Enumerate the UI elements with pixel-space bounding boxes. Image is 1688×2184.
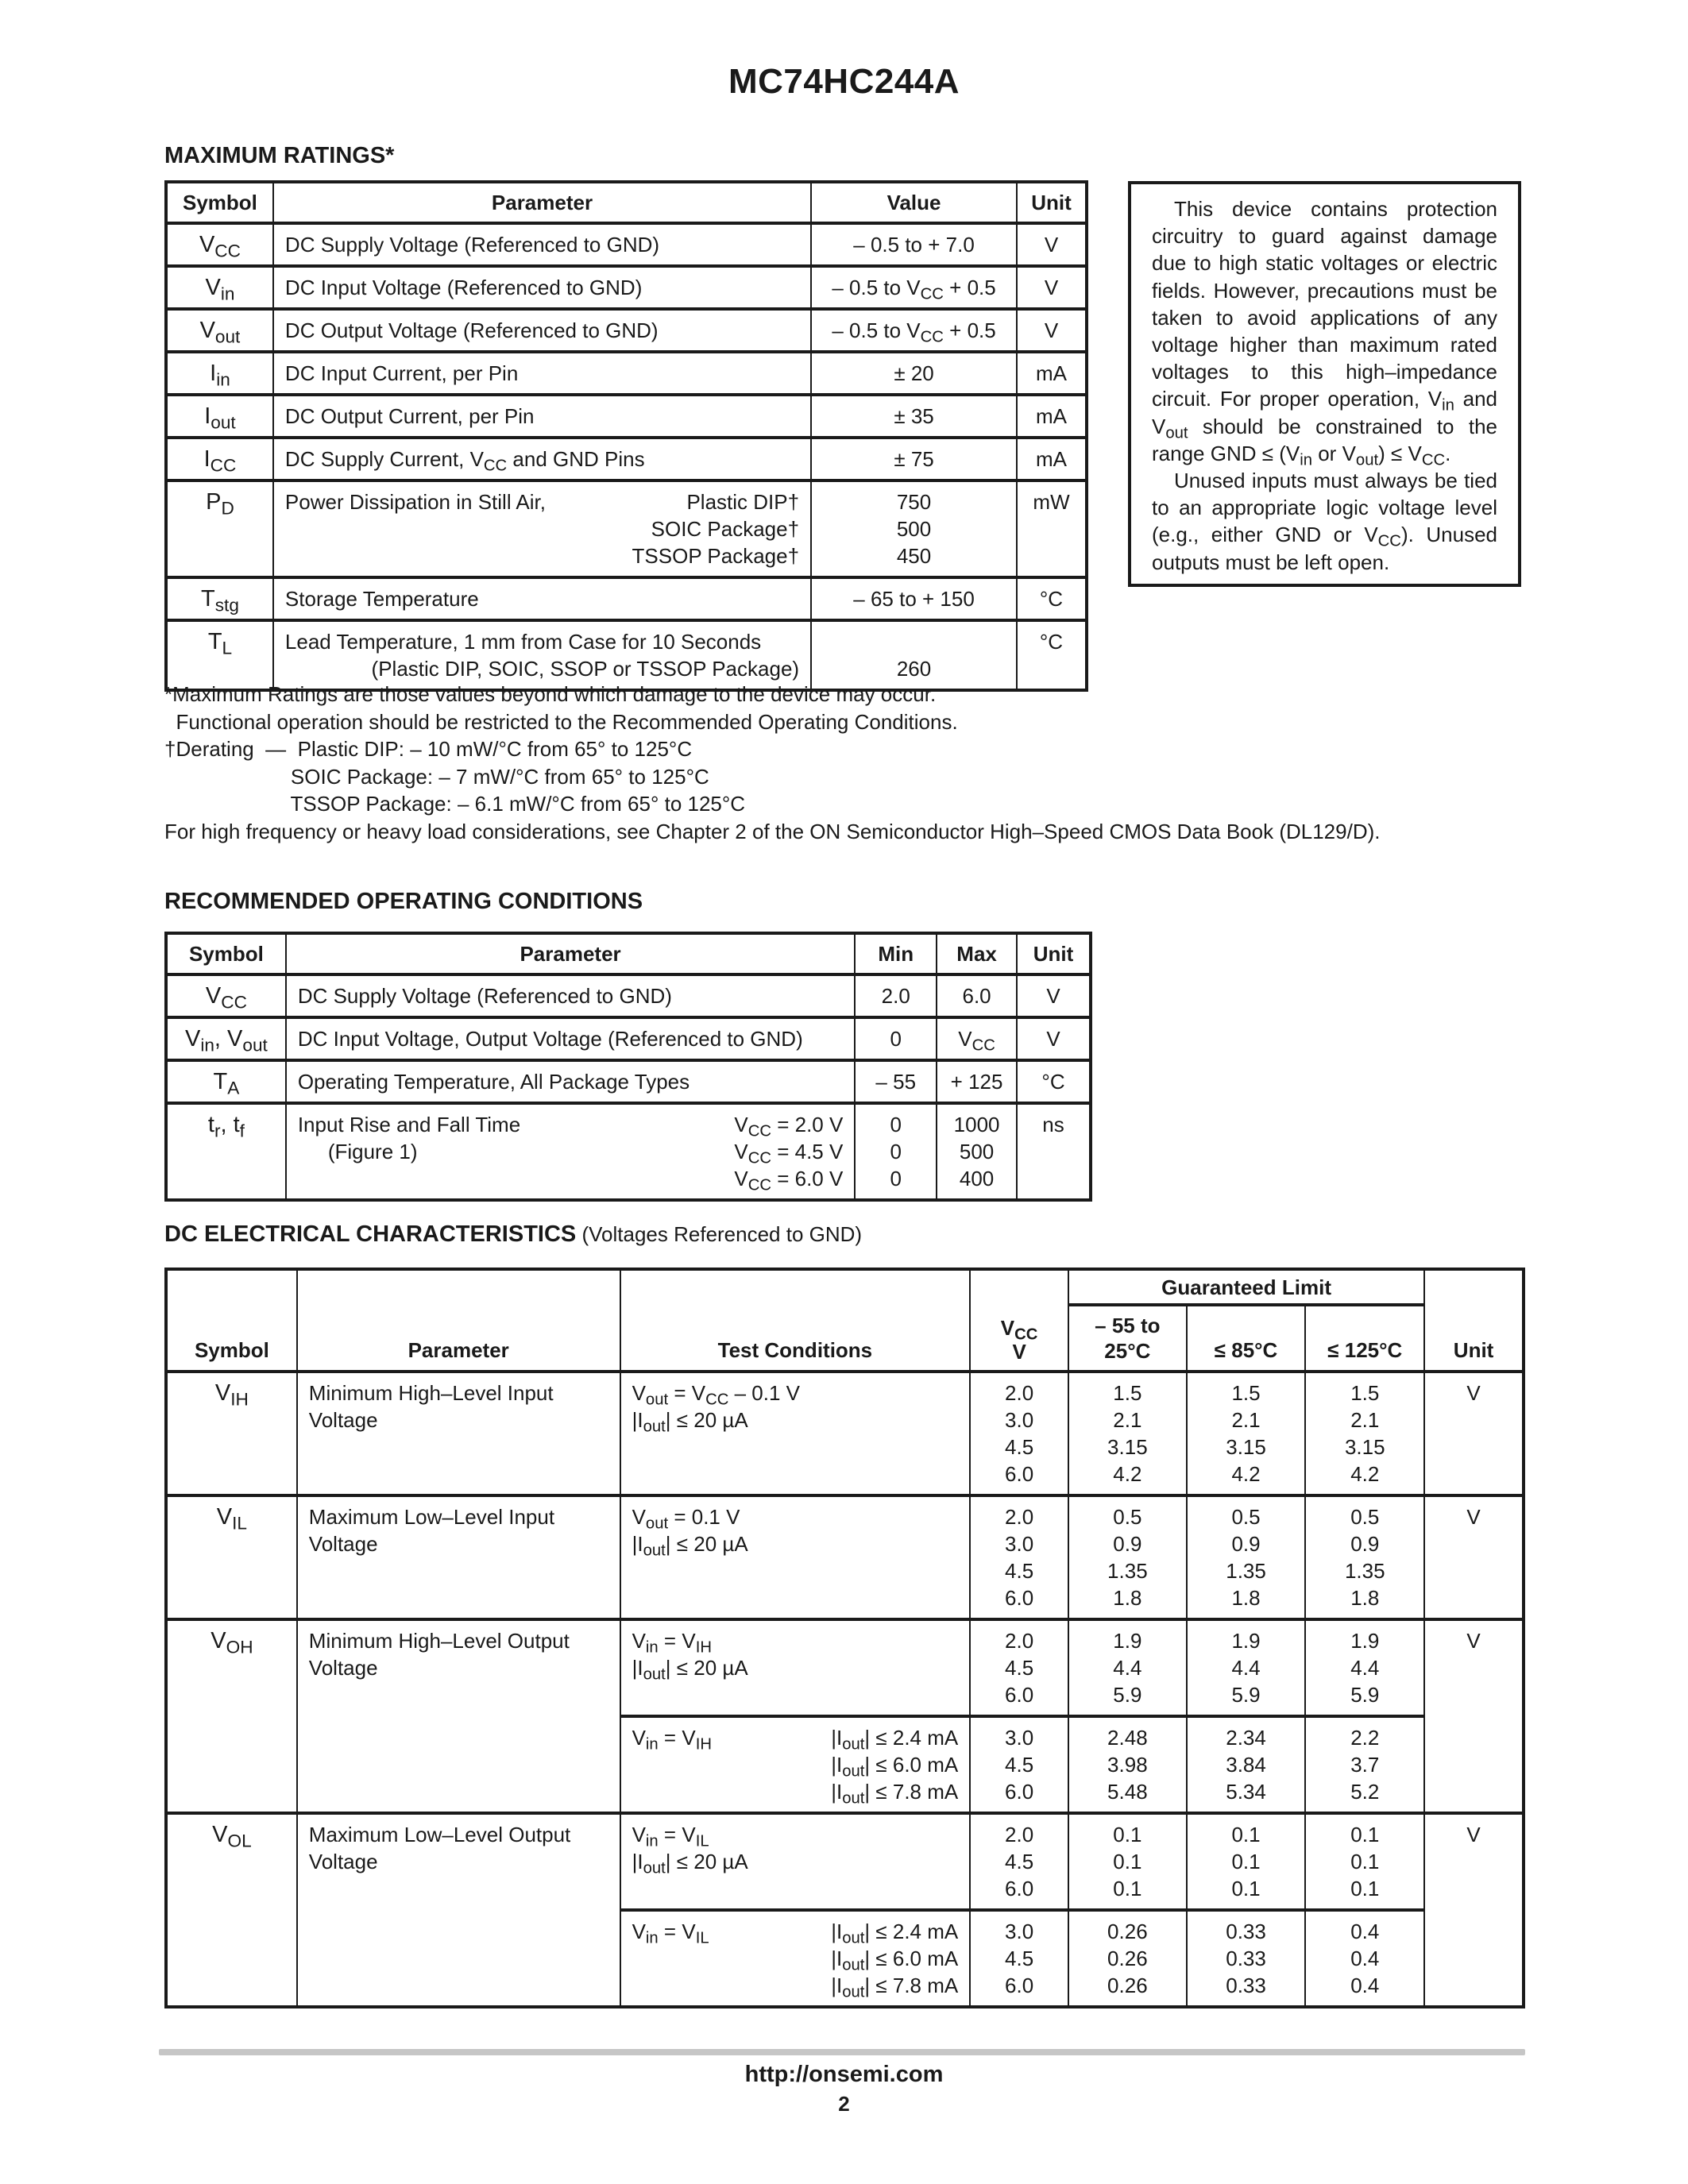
limit-25-cell: 0.5 0.9 1.35 1.8 — [1068, 1495, 1187, 1619]
unit-cell: mW — [1017, 480, 1087, 577]
unit-cell: °C — [1017, 1060, 1091, 1103]
limit-25-cell: 1.9 4.4 5.9 — [1068, 1619, 1187, 1716]
unit-cell: V — [1424, 1813, 1524, 2007]
max-cell: 1000 500 400 — [937, 1103, 1017, 1200]
limit-85-cell: 1.5 2.1 3.15 4.2 — [1187, 1372, 1306, 1495]
vcc-cell: 3.0 4.5 6.0 — [970, 1910, 1068, 2007]
symbol-cell: $V_{OL}$ — [166, 1813, 297, 2007]
limit-85-cell: 0.33 0.33 0.33 — [1187, 1910, 1306, 2007]
min-cell: 2.0 — [855, 974, 937, 1017]
unit-cell: V — [1424, 1372, 1524, 1495]
symbol-cell: $T_A$ — [166, 1060, 286, 1103]
limit-85-cell: 2.34 3.84 5.34 — [1187, 1716, 1306, 1813]
min-cell: – 55 — [855, 1060, 937, 1103]
symbol-cell: $T_L$ — [166, 620, 273, 690]
value-cell: – 0.5 to + 7.0 — [811, 223, 1017, 266]
vcc-cell: 2.0 3.0 4.5 6.0 — [970, 1372, 1068, 1495]
unit-cell: V — [1017, 223, 1087, 266]
symbol-cell: $V_{in}$ — [166, 266, 273, 309]
parameter-cell: Input Rise and Fall Time $V_{CC} = 2.0$ V (Figure 1) $V_{CC} = 4.5$ V $V_{CC} = 6.0$ V — [286, 1103, 856, 1200]
symbol-cell: $V_{CC}$ — [166, 974, 286, 1017]
test-conditions-cell: $V_{in} = V_{IH}$ $|I_{out}| \le 2.4$ mA $|I_{out}| \le 6.0$ mA $|I_{out}| \le 7.8$ mA — [620, 1716, 971, 1813]
unit-cell: mA — [1017, 395, 1087, 438]
unit-cell: °C — [1017, 577, 1087, 620]
table-row — [166, 620, 1087, 690]
unit-cell: ns — [1017, 1103, 1091, 1200]
parameter-cell: Minimum High–Level Output Voltage — [297, 1619, 620, 1813]
unit-cell: V — [1017, 1017, 1091, 1060]
vcc-cell: 2.0 4.5 6.0 — [970, 1813, 1068, 1910]
footer-url-link[interactable]: http://onsemi.com — [744, 2062, 944, 2087]
footnote-line: For high frequency or heavy load considerations, see Chapter 2 of the ON Semiconductor High–Speed CMOS Data Book (DL129/D). — [164, 819, 1381, 843]
note-paragraph-1: This device contains protection circuitry to guard against damage due to high static voltages or electric fields. However, precautions must be taken to avoid applications of any voltage higher than maximum rated voltages to this high–impedance circuit. For proper operation, $V_{in}$ and $V_{out}$ should be constrained to the range GND ≤ ($V_{in}$ or $V_{out}) \le V_{CC}$. — [1152, 197, 1498, 469]
parameter-cell: DC Input Voltage (Referenced to GND) — [273, 266, 811, 309]
symbol-cell: $V_{CC}$ — [166, 223, 273, 266]
table-row — [166, 1060, 1091, 1103]
parameter-cell: DC Output Current, per Pin — [273, 395, 811, 438]
table-row — [166, 1103, 1091, 1200]
parameter-cell: Maximum Low–Level Output Voltage — [297, 1813, 620, 2007]
table-row — [166, 266, 1087, 309]
col-header-temp-125: ≤ 125°C — [1305, 1305, 1424, 1372]
test-conditions-cell: $V_{out} = V_{CC} - 0.1$ V $|I_{out}| \le 20$ µA — [620, 1372, 971, 1495]
col-header-unit: Unit — [1017, 182, 1087, 223]
col-header-min: Min — [855, 933, 937, 974]
parameter-cell: Maximum Low–Level Input Voltage — [297, 1495, 620, 1619]
footnote-line: TSSOP Package: – 6.1 mW/°C from 65° to 125°C — [164, 792, 746, 816]
max-cell: $V_{CC}$ — [937, 1017, 1017, 1060]
symbol-cell: $T_{stg}$ — [166, 577, 273, 620]
parameter-cell: Storage Temperature — [273, 577, 811, 620]
col-header-temp-85: ≤ 85°C — [1187, 1305, 1306, 1372]
footnote-line: SOIC Package: – 7 mW/°C from 65° to 125°C — [164, 764, 709, 789]
table-row — [166, 1495, 1524, 1619]
col-header-vcc: $V_{CC}$ V — [970, 1269, 1068, 1372]
max-ratings-footnotes — [164, 681, 1380, 845]
test-conditions-cell: $V_{in} = V_{IL}$ $|I_{out}| \le 20$ µA — [620, 1813, 971, 1910]
footnote-line: *Maximum Ratings are those values beyond which damage to the device may occur. — [164, 682, 937, 706]
test-conditions-cell: $V_{in} = V_{IH}$ $|I_{out}| \le 20$ µA — [620, 1619, 971, 1716]
limit-85-cell: 1.9 4.4 5.9 — [1187, 1619, 1306, 1716]
col-header-temp-25: – 55 to 25°C — [1068, 1305, 1187, 1372]
table-row — [166, 223, 1087, 266]
max-ratings-table — [164, 180, 1088, 692]
symbol-cell: $t_r$, $t_f$ — [166, 1103, 286, 1200]
limit-125-cell: 1.9 4.4 5.9 — [1305, 1619, 1424, 1716]
table-row — [166, 438, 1087, 480]
table-row — [166, 1017, 1091, 1060]
parameter-cell: DC Supply Voltage (Referenced to GND) — [273, 223, 811, 266]
min-cell: 0 0 0 — [855, 1103, 937, 1200]
col-header-parameter: Parameter — [273, 182, 811, 223]
value-cell: ± 35 — [811, 395, 1017, 438]
limit-85-cell: 0.5 0.9 1.35 1.8 — [1187, 1495, 1306, 1619]
parameter-cell: Minimum High–Level Input Voltage — [297, 1372, 620, 1495]
table-row — [166, 577, 1087, 620]
table-row — [166, 309, 1087, 352]
parameter-cell: Operating Temperature, All Package Types — [286, 1060, 856, 1103]
table-row — [166, 1372, 1524, 1495]
symbol-cell: $P_D$ — [166, 480, 273, 577]
test-conditions-cell: $V_{out} = 0.1$ V $|I_{out}| \le 20$ µA — [620, 1495, 971, 1619]
dc-characteristics-table — [164, 1268, 1525, 2008]
parameter-cell: DC Output Voltage (Referenced to GND) — [273, 309, 811, 352]
value-cell: ± 75 — [811, 438, 1017, 480]
limit-25-cell: 2.48 3.98 5.48 — [1068, 1716, 1187, 1813]
parameter-cell: DC Supply Voltage (Referenced to GND) — [286, 974, 856, 1017]
limit-125-cell: 0.4 0.4 0.4 — [1305, 1910, 1424, 2007]
unit-cell: V — [1017, 974, 1091, 1017]
limit-125-cell: 1.5 2.1 3.15 4.2 — [1305, 1372, 1424, 1495]
limit-25-cell: 1.5 2.1 3.15 4.2 — [1068, 1372, 1187, 1495]
footer-divider — [159, 2049, 1525, 2055]
rec-conditions-table — [164, 932, 1092, 1202]
symbol-cell: $I_{in}$ — [166, 352, 273, 395]
unit-cell: V — [1017, 309, 1087, 352]
unit-cell: mA — [1017, 438, 1087, 480]
max-ratings-heading: MAXIMUM RATINGS* — [164, 143, 395, 168]
parameter-cell: DC Input Current, per Pin — [273, 352, 811, 395]
rec-conditions-heading: RECOMMENDED OPERATING CONDITIONS — [164, 889, 643, 914]
unit-cell: mA — [1017, 352, 1087, 395]
vcc-cell: 2.0 3.0 4.5 6.0 — [970, 1495, 1068, 1619]
parameter-cell: DC Supply Current, $V_{CC}$ and GND Pins — [273, 438, 811, 480]
col-header-unit: Unit — [1424, 1269, 1524, 1372]
col-header-unit: Unit — [1017, 933, 1091, 974]
limit-25-cell: 0.1 0.1 0.1 — [1068, 1813, 1187, 1910]
unit-cell: V — [1017, 266, 1087, 309]
table-row — [166, 1813, 1524, 1910]
symbol-cell: $V_{IL}$ — [166, 1495, 297, 1619]
limit-125-cell: 0.5 0.9 1.35 1.8 — [1305, 1495, 1424, 1619]
max-cell: 6.0 — [937, 974, 1017, 1017]
col-header-value: Value — [811, 182, 1017, 223]
parameter-cell: Power Dissipation in Still Air, Plastic DIP† SOIC Package† TSSOP Package† — [273, 480, 811, 577]
value-cell: – 0.5 to $V_{CC} + 0.5$ — [811, 266, 1017, 309]
col-header-symbol: Symbol — [166, 182, 273, 223]
unit-cell: °C — [1017, 620, 1087, 690]
col-header-parameter: Parameter — [297, 1269, 620, 1372]
value-cell: – 0.5 to $V_{CC} + 0.5$ — [811, 309, 1017, 352]
vcc-cell: 2.0 4.5 6.0 — [970, 1619, 1068, 1716]
limit-85-cell: 0.1 0.1 0.1 — [1187, 1813, 1306, 1910]
col-header-guaranteed-limit: Guaranteed Limit — [1068, 1269, 1424, 1305]
symbol-cell: $V_{out}$ — [166, 309, 273, 352]
protection-note-box — [1128, 181, 1521, 587]
value-cell: – 65 to + 150 — [811, 577, 1017, 620]
value-cell: ± 20 — [811, 352, 1017, 395]
col-header-symbol: Symbol — [166, 933, 286, 974]
max-cell: + 125 — [937, 1060, 1017, 1103]
test-conditions-cell: $V_{in} = V_{IL}$ $|I_{out}| \le 2.4$ mA $|I_{out}| \le 6.0$ mA $|I_{out}| \le 7.8$ mA — [620, 1910, 971, 2007]
unit-cell: V — [1424, 1495, 1524, 1619]
table-row — [166, 352, 1087, 395]
note-paragraph-2: Unused inputs must always be tied to an appropriate logic voltage level (e.g., either GND or $V_{CC}$). Unused outputs must be left open. — [1152, 469, 1497, 574]
parameter-cell: Lead Temperature, 1 mm from Case for 10 Seconds (Plastic DIP, SOIC, SSOP or TSSOP Package) — [273, 620, 811, 690]
symbol-cell: $V_{IH}$ — [166, 1372, 297, 1495]
table-row — [166, 480, 1087, 577]
min-cell: 0 — [855, 1017, 937, 1060]
col-header-max: Max — [937, 933, 1017, 974]
footnote-line: Functional operation should be restricted to the Recommended Operating Conditions. — [164, 709, 958, 734]
footnote-line: †Derating — Plastic DIP: – 10 mW/°C from 65° to 125°C — [164, 737, 693, 761]
vcc-cell: 3.0 4.5 6.0 — [970, 1716, 1068, 1813]
table-row — [166, 1619, 1524, 1716]
symbol-cell: $V_{OH}$ — [166, 1619, 297, 1813]
symbol-cell: $V_{in}$, $V_{out}$ — [166, 1017, 286, 1060]
value-cell: 750 500 450 — [811, 480, 1017, 577]
table-row — [166, 974, 1091, 1017]
dc-characteristics-heading: DC ELECTRICAL CHARACTERISTICS (Voltages Referenced to GND) — [164, 1221, 863, 1247]
col-header-parameter: Parameter — [286, 933, 856, 974]
symbol-cell: $I_{out}$ — [166, 395, 273, 438]
parameter-cell: DC Input Voltage, Output Voltage (Referenced to GND) — [286, 1017, 856, 1060]
col-header-test-conditions: Test Conditions — [620, 1269, 971, 1372]
page-number: 2 — [838, 2092, 850, 2116]
unit-cell: V — [1424, 1619, 1524, 1813]
value-cell: 260 — [811, 620, 1017, 690]
table-row — [166, 395, 1087, 438]
limit-125-cell: 2.2 3.7 5.2 — [1305, 1716, 1424, 1813]
limit-25-cell: 0.26 0.26 0.26 — [1068, 1910, 1187, 2007]
col-header-symbol: Symbol — [166, 1269, 297, 1372]
limit-125-cell: 0.1 0.1 0.1 — [1305, 1813, 1424, 1910]
page-title: MC74HC244A — [728, 62, 960, 101]
symbol-cell: $I_{CC}$ — [166, 438, 273, 480]
